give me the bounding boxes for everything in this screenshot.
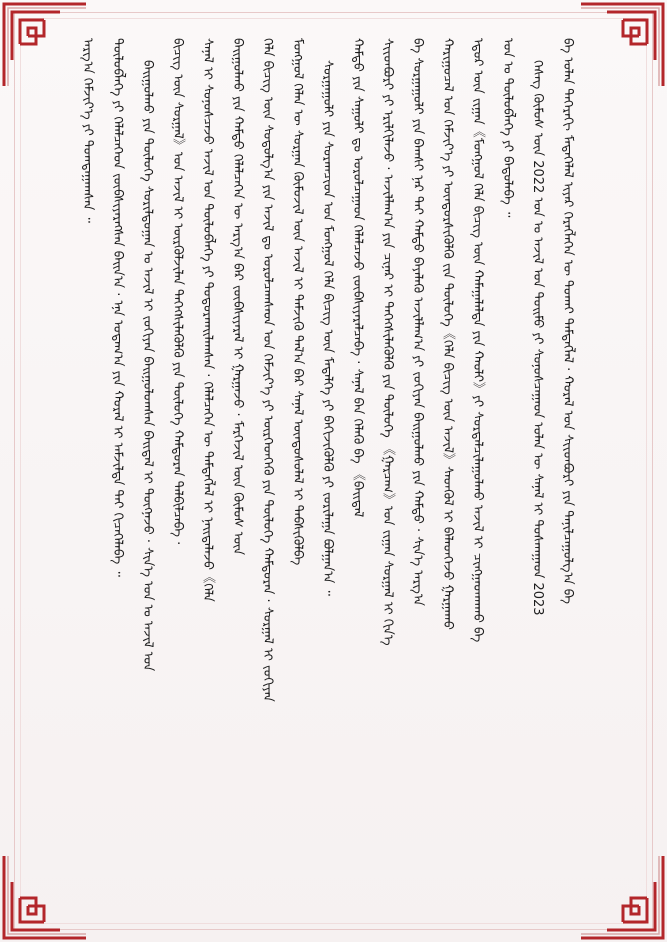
text-column: ᠬᠡᠰᠡᠭ ᠬᠦᠮᠦᠰ ᠦᠨ 2022 ᠣᠨ ᠤ ᠠᠵᠢᠯ ᠤᠨ ᠲᠣᠢᠮᠤ ᠶᠢ ᠰᠣᠨᠣᠰᠴᠠᠭᠠᠳ ᠣᠯᠠᠨ ᠦ ᠰᠠᠨᠠᠯ ᠢ ᠲᠤᠰᠬᠠᠭᠠᠳ 2023 [530, 60, 545, 616]
text-column: ᠪᠠᠢᠭᠤᠯᠬᠤ ᠶᠢᠨ ᠲᠥᠯᠥᠭᠡ ᠰᠣᠷᠢᠯᠳᠤᠭᠠᠨ ᠤ ᠠᠵᠢᠯ ᠢ ᠵᠣᠬᠢᠶᠠᠨ ᠪᠠᠢᠭᠤᠯᠤᠭᠰᠠᠨ ᠪᠠᠢᠳᠠᠯ ᠢ ᠳᠦᠭᠨᠡᠵᠦ · ᠰᠢᠨ᠎ᠡ ᠣᠨ ᠤ ᠠᠵᠢᠯ ᠤᠨ [140, 60, 155, 672]
text-column: ᠪᠠ ᠰᠤᠷᠭᠠᠭᠤᠯᠢ ᠶᠢᠨ ᠪᠠᠭᠰᠢ ᠨᠠᠷ ᠲᠠᠢ ᠬᠠᠮᠲᠤ ᠪᠡᠶᠡᠯᠡᠬᠦ ᠠᠵᠢᠯᠯᠠᠭ᠎ᠠ ᠶᠢ ᠵᠣᠬᠢᠶᠠᠨ ᠪᠠᠢᠭᠤᠯᠬᠤ ᠶᠢᠨ ᠬᠠᠮᠲᠤ · ᠰᠢᠨ᠎ᠡ ᠠᠷᠭ᠎ᠠ [410, 38, 425, 606]
text-column: ᠡᠳᠦᠷ ᠦᠨ ᠵᠢᠭᠠᠨ《ᠮᠣᠩᠭᠣᠯ ᠬᠡᠯᠡ ᠪᠢᠴᠢᠭ ᠦᠨ ᠬᠠᠮᠠᠭᠠᠯᠠᠯᠲᠠ ᠶᠢᠨ ᠬᠠᠤᠯᠢ》ᠶᠢ ᠰᠤᠷᠲᠠᠯᠴᠢᠯᠠᠭᠤᠯᠬᠤ ᠠᠵᠢᠯ ᠢ ᠴᠢᠩᠭᠠᠳᠬᠠᠬᠤ ᠪᠠ [470, 38, 485, 643]
text-column: ᠰᠢᠢᠳᠪᠦᠷᠢ ᠶᠢ ᠡᠷᠢᠯᠬᠢᠯᠡᠵᠦ · ᠠᠵᠢᠯᠯᠠᠭ᠎ᠠ ᠶᠢᠨ ᠴᠢᠨᠠᠷ ᠢ ᠳᠡᠭᠡᠭᠰᠢᠯᠡᠭᠦᠯᠬᠦ ᠶᠢᠨ ᠲᠥᠯᠥᠭᠡ 《ᠭᠠᠷᠴᠠᠭ》ᠤᠨ ᠵᠢᠭᠠᠨ ᠰᠤᠷᠭᠠᠯ ᠢ ᠬᠢᠨ᠎ᠡ [380, 38, 395, 646]
text-column: ᠮᠣᠩᠭᠣᠯ ᠬᠡᠯᠡᠨ ᠦ ᠰᠤᠷᠭᠠᠨ ᠬᠥᠮᠦᠵᠢᠯ ᠦᠨ ᠠᠵᠢᠯ ᠢ ᠳᠡᠮᠵᠢᠬᠦ ᠲᠠᠯ᠎ᠠ ᠪᠠᠷ ᠰᠠᠨᠠᠯ ᠦᠨᠳᠦᠰᠦᠯᠡᠯ ᠢ ᠳᠡᠪᠰᠢᠭᠦᠯᠪᠡ [290, 38, 305, 566]
corner-ornament-top-right [577, 0, 667, 90]
text-column: ᠬᠠᠷᠢᠭᠤᠴᠠᠯ ᠤᠨ ᠬᠡᠮᠵᠢᠶ᠎ᠡ ᠶᠢ ᠥᠨᠳᠥᠷᠰᠢᠭᠦᠯᠬᠦ ᠵᠢᠨ ᠲᠥᠯᠥᠭᠡ《ᠬᠡᠯᠡ ᠪᠢᠴᠢᠭ ᠦᠨ ᠠᠵᠢᠯ》ᠰᠡᠳᠭᠦᠯ ᠢ ᠪᠡᠯᠡᠳᠬᠡᠵᠦ ᠭᠠᠷᠭᠠᠬᠤ [440, 38, 455, 630]
text-column: ᠣᠨ ᠤ ᠲᠥᠯᠥᠪᠯᠡᠭᠡ ᠶᠢ ᠪᠠᠲᠤᠯᠠᠪᠠ ᠃ [500, 38, 515, 218]
text-column: ᠲᠥᠯᠥᠪᠯᠡᠭᠡ ᠶᠢ ᠬᠡᠯᠡᠯᠴᠡᠭᠡᠳ ᠵᠥᠪᠰᠢᠶᠡᠷᠡᠭᠰᠡᠨ ᠪᠠᠢᠨ᠎ᠠ · ᠡᠨᠡ ᠤᠳᠠᠭ᠎ᠠ ᠶᠢᠨ ᠬᠤᠷᠠᠯ ᠢ ᠠᠮᠵᠢᠯᠲᠠ ᠲᠠᠢ ᠬᠢᠴᠡᠭᠡᠯᠡᠪᠡ ᠃ [110, 38, 125, 577]
text-column: ᠰᠠᠨᠠᠯ ᠢ ᠰᠣᠨᠣᠰᠴᠠᠵᠤ ᠠᠵᠢᠯ ᠤᠨ ᠲᠥᠯᠥᠪᠯᠡᠭᠡ ᠶᠢ ᠲᠣᠳᠤᠷᠬᠠᠢᠯᠠᠭᠰᠠᠨ · ᠬᠡᠯᠡᠯᠴᠡᠭᠡᠨ ᠦ ᠲᠡᠮᠳᠡᠭᠯᠡᠯ ᠢ ᠨᠡᠢᠲᠡᠯᠡᠵᠦ《ᠬᠡᠯᠡ [200, 38, 215, 602]
text-column: ᠪᠢᠴᠢᠭ ᠦᠨ ᠰᠤᠷᠭᠠᠯ》ᠤᠨ ᠠᠵᠢᠯ ᠢ ᠦᠷᠭᠦᠯᠵᠢᠯᠡᠨ ᠳᠡᠭᠡᠭᠰᠢᠯᠡᠭᠦᠯᠬᠦ ᠶᠢᠨ ᠲᠥᠯᠥᠭᠡ ᠬᠠᠮᠲᠤᠷᠠᠨ ᠲᠠᠯᠪᠢᠯᠴᠠᠪᠠ · [170, 38, 185, 546]
text-column: ᠬᠡᠯᠡ ᠪᠢᠴᠢᠭ ᠦᠨ ᠰᠤᠳᠤᠯᠭ᠎ᠠ ᠶᠢᠨ ᠠᠵᠢᠯ ᠳᠤ ᠣᠷᠣᠯᠴᠠᠭᠰᠠᠳ ᠤᠨ ᠬᠡᠮᠵᠢᠶ᠎ᠡ ᠶᠢ ᠥᠷᠭᠡᠳᠬᠡᠬᠦ ᠶᠢᠨ ᠲᠥᠯᠥᠭᠡ ᠬᠠᠮᠲᠤᠷᠠᠨ · ᠰᠤᠷᠭᠠᠯ ᠢ ᠵᠣᠬᠢᠶᠠᠨ [260, 38, 275, 702]
text-column: ᠰᠤᠷᠭᠠᠭᠤᠯᠢ ᠶᠢᠨ ᠰᠤᠷᠠᠭᠴᠢᠳ ᠤᠨ ᠮᠣᠩᠭᠣᠯ ᠬᠡᠯᠡ ᠪᠢᠴᠢᠭ ᠦᠨ ᠮᠡᠳᠡᠯᠭᠡ ᠶᠢ ᠪᠡᠬᠢᠵᠢᠭᠦᠯᠬᠦ ᠶᠢ ᠵᠣᠷᠢᠯᠠᠭᠠ ᠪᠣᠯᠭᠠᠨ᠎ᠠ ᠃ [320, 60, 335, 596]
corner-ornament-bottom-right [577, 852, 667, 942]
text-column: ᠪᠠᠢᠭᠤᠯᠬᠤ ᠶᠢᠨ ᠬᠠᠮᠲᠤ ᠬᠡᠯᠡᠯᠴᠡᠭᠡᠨ ᠦ ᠠᠷᠭ᠎ᠠ ᠪᠠᠷ ᠵᠥᠪᠰᠢᠶᠡᠷᠡᠯ ᠢ ᠭᠠᠷᠭᠠᠵᠤ · ᠮᠡᠷᠭᠡᠵᠢᠯ ᠦᠨ ᠬᠦᠮᠦᠰ ᠦᠨ [230, 38, 245, 556]
text-column: ᠬᠠᠮᠲᠤ ᠶᠢᠨ ᠰᠠᠭᠤᠯᠢ ᠳᠤ ᠣᠷᠣᠯᠴᠠᠭᠠᠳ ᠬᠡᠯᠡᠯᠴᠡᠵᠦ ᠵᠥᠪᠰᠢᠶᠡᠷᠡᠯᠴᠡᠪᠡ · ᠰᠠᠨᠠᠯ ᠪᠠᠨ ᠬᠡᠯᠡᠬᠦ ᠪᠠ 《ᠪᠠᠢᠳᠠᠯ [350, 38, 365, 518]
text-column: ᠪᠠ ᠣᠯᠠᠨ ᠳᠡᠭᠡᠷᠡᠬᠢ ᠮᠡᠳᠡᠭᠡᠯᠡᠯ ᠢᠶᠠᠷ ᠬᠡᠷᠡᠭᠯᠡᠭᠡᠨ ᠦ ᠲᠤᠬᠠᠢ ᠲᠡᠮᠳᠡᠭᠯᠡᠯ · ᠬᠤᠷᠠᠯ ᠤᠨ ᠰᠢᠢᠳᠪᠦᠷᠢ ᠶᠢᠨ ᠲᠠᠨᠢᠯᠴᠠᠭᠤᠯᠭ᠎ᠠ ᠪᠠ [560, 38, 575, 604]
document-body [58, 38, 578, 896]
text-column: ᠠᠷᠭ᠎ᠠ ᠬᠡᠮᠵᠢᠶ᠎ᠡ ᠶᠢ ᠲᠣᠭᠲᠠᠭᠠᠭᠰᠠᠨ ᠃ [80, 38, 95, 223]
